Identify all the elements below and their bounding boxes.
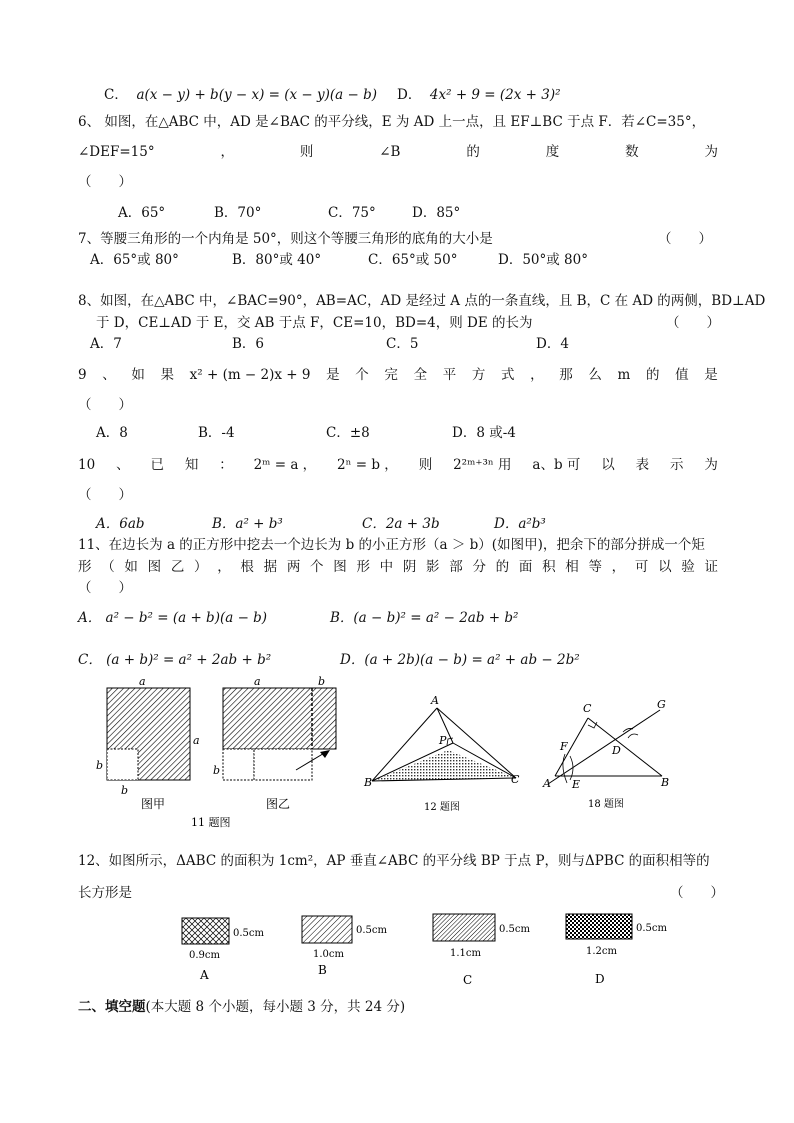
q11-line2-part: 如 [124, 559, 138, 575]
q11-line2-part: ， [217, 559, 231, 575]
rect-b-label: B [318, 963, 327, 977]
q9-bracket: （ ） [78, 397, 132, 413]
q11-line2-part: 影 [426, 559, 440, 575]
q9-line1-part: 的 [646, 367, 660, 383]
q11-line2-part: 阴 [402, 559, 417, 575]
q10-line1-part: 示 [670, 457, 684, 473]
q12-bracket: （ ） [670, 885, 724, 901]
rect-d-height: 0.5cm [636, 923, 667, 934]
q6-option-b: B．70° [214, 205, 262, 221]
q7-option-c: C．65°或 50° [368, 252, 458, 268]
yi-label-b-left: b [213, 764, 221, 777]
q11-line2-part: 个 [310, 559, 324, 575]
rect-option-b [302, 916, 388, 977]
q9-line1-part: 值 [675, 367, 689, 383]
yi-label-a: a [254, 675, 261, 688]
q9-line1-part: 完 [384, 367, 398, 383]
fig18-label-E: E [572, 778, 581, 791]
fig12-label-A: A [431, 694, 439, 707]
q11-line2-part: 中 [379, 559, 394, 575]
q10-line1-part: 知 [184, 457, 199, 473]
q11-line2-part: ， [611, 559, 626, 575]
q9-line1-part: 、 [102, 367, 116, 383]
rect-c-height: 0.5cm [499, 924, 530, 935]
q9-line1-part: 如 [131, 367, 145, 383]
fig12-label-P: P [439, 734, 447, 747]
q11-line2-part: 可 [634, 559, 649, 575]
q11-line2-part: 根 [240, 559, 254, 575]
q10-line1-part: 2ⁿ = b ， [337, 457, 398, 473]
jia-caption: 图甲 [141, 797, 166, 811]
q10-line1-part: 、 [116, 457, 130, 473]
q6-line2 [78, 143, 718, 161]
q7-bracket: （ ） [658, 231, 712, 247]
caption-11: 11 题图 [191, 816, 231, 829]
q9-line1 [78, 366, 718, 384]
q8-option-c: C．5 [386, 336, 419, 352]
q11-option-d: D．(a + 2b)(a − b) = a² + ab − 2b² [340, 652, 580, 668]
q8-option-d: D．4 [536, 336, 569, 352]
q11-line2-part: 的 [495, 559, 510, 575]
q10-option-d: D．a²b³ [494, 516, 546, 532]
q9-option-a: A．8 [96, 425, 128, 441]
q10-line1-part: 2ᵐ = a ， [253, 457, 317, 473]
q6-line2-part: 数 [625, 144, 639, 160]
rect-b-height: 0.5cm [356, 925, 387, 936]
rect-option-c [433, 914, 531, 987]
q9-line1-part: m [617, 367, 631, 383]
q10-line1-part: 以 [601, 457, 615, 473]
q8-option-b: B．6 [232, 336, 265, 352]
jia-label-a-top: a [139, 675, 146, 688]
q10-line1-part: a、b 可 [532, 457, 581, 473]
q6-line2-part: ∠DEF=15° [78, 144, 155, 160]
q8-option-a: A．7 [90, 336, 122, 352]
q12-rect-options [0, 906, 794, 986]
q6-option-a: A．65° [118, 205, 166, 221]
q10-bracket: （ ） [78, 487, 132, 503]
q5-option-c: C． a(x − y) + b(y − x) = (x − y)(a − b) [104, 87, 378, 103]
rect-d-width: 1.2cm [586, 946, 617, 957]
q10-option-b: B．a² + b³ [212, 516, 283, 532]
q11-line2-part: 据 [263, 559, 278, 575]
rect-b-width: 1.0cm [313, 949, 344, 960]
q10-line1-part: 为 [704, 457, 718, 473]
q11-line2-part: 图 [333, 559, 347, 575]
q7-text: 7、等腰三角形的一个内角是 50°，则这个等腰三角形的底角的大小是 [78, 231, 493, 247]
q11-line2-part: 形 [356, 559, 370, 575]
q7-option-b: B．80°或 40° [232, 252, 322, 268]
q6-line2-part: 则 [299, 144, 314, 160]
caption-12: 12 题图 [424, 802, 460, 813]
figure-18 [542, 698, 669, 810]
q10-line1-part: 表 [635, 457, 650, 473]
q12-line2: 长方形是 [78, 885, 132, 901]
caption-18: 18 题图 [588, 799, 624, 810]
q9-option-c: C．±8 [326, 425, 370, 441]
q9-line1-part: 9 [78, 367, 87, 383]
fig18-label-G: G [657, 698, 666, 711]
figures-row [0, 670, 794, 830]
q12-line1: 12、如图所示，ΔABC 的面积为 1cm²，AP 垂直∠ABC 的平分线 BP 于点 P，则与ΔPBC 的面积相等的 [78, 853, 710, 869]
q6-line2-part: 为 [704, 144, 718, 160]
q11-line2-part: 验 [681, 559, 695, 575]
rect-option-a [182, 918, 265, 982]
q7-option-d: D．50°或 80° [498, 252, 588, 268]
q11-line2-part: 积 [542, 559, 556, 575]
q9-line1-part: 果 [160, 367, 175, 383]
q11-line2-part: 图 [147, 559, 162, 575]
q9-line1-part: 是 [704, 367, 718, 383]
q6-option-c: C．75° [328, 205, 376, 221]
q11-bracket: （ ） [78, 580, 132, 596]
fig12-label-C: C [511, 773, 520, 786]
q11-option-c: C． (a + b)² = a² + 2ab + b² [78, 652, 272, 668]
q8-line2: 于 D，CE⊥AD 于 E，交 AB 于点 F，CE=10，BD=4，则 DE 的长为 [96, 315, 533, 331]
q6-bracket: （ ） [78, 174, 132, 190]
section2-title: 二、填空题 [78, 999, 146, 1015]
q11-line1: 11、在边长为 a 的正方形中挖去一个边长为 b 的小正方形（a ＞ b）(如图甲)，把余下的部分拼成一个矩 [78, 537, 705, 553]
fig18-label-A: A [543, 777, 551, 790]
q9-line1-part: 是 [326, 367, 340, 383]
q11-option-b: B．(a − b)² = a² − 2ab + b² [330, 610, 519, 626]
q6-line2-part: ∠B [379, 144, 401, 160]
q11-line2-part: 两 [286, 559, 301, 575]
rect-a-label: A [200, 968, 209, 982]
q9-line1-part: 个 [355, 367, 369, 383]
q11-line2 [78, 558, 718, 576]
q6-line2-part: ， [220, 144, 234, 160]
jia-label-b-bottom: b [121, 784, 129, 797]
q6-line2-part: 度 [545, 144, 560, 160]
q9-option-b: B．-4 [198, 425, 235, 441]
q11-line2-part: 以 [658, 559, 672, 575]
q10-option-a: A．6ab [96, 516, 145, 532]
fig18-label-D: D [612, 744, 621, 757]
q10-line1-part: ： [219, 457, 233, 473]
rect-option-d [566, 914, 668, 986]
q11-line2-part: 等 [588, 559, 602, 575]
section2-note: (本大题 8 个小题，每小题 3 分，共 24 分) [145, 999, 406, 1015]
q11-line2-part: 相 [565, 559, 579, 575]
figure-yi [213, 675, 336, 811]
q10-line1-part: 已 [150, 457, 164, 473]
q11-line2-part: 面 [518, 559, 533, 575]
q6-line2-part: 的 [466, 144, 480, 160]
q11-line2-part: 分 [472, 559, 486, 575]
figure-12 [363, 694, 520, 813]
fig12-label-B: B [364, 776, 373, 789]
jia-label-a-right: a [193, 734, 200, 747]
rect-c-label: C [463, 973, 473, 987]
q11-option-a: A． a² − b² = (a + b)(a − b) [78, 610, 268, 626]
q10-line1-part: 10 [78, 457, 96, 473]
fig18-label-C: C [583, 702, 592, 715]
q7-option-a: A．65°或 80° [90, 252, 179, 268]
q9-line1-part: 平 [442, 367, 457, 383]
q6-option-d: D．85° [412, 205, 461, 221]
q10-line1 [78, 456, 718, 474]
rect-d-label: D [595, 972, 605, 986]
q8-bracket: （ ） [666, 315, 720, 331]
q11-line2-part: 部 [449, 559, 463, 575]
section2-heading [78, 998, 405, 1016]
q11-line2-part: 乙 [170, 559, 185, 575]
q9-line1-part: 全 [413, 367, 428, 383]
q9-line1-part: x² + (m − 2)x + 9 [189, 367, 311, 383]
q9-line1-part: 么 [588, 367, 602, 383]
q5-option-d: D． 4x² + 9 = (2x + 3)² [397, 87, 561, 103]
jia-label-b-left: b [96, 759, 104, 772]
q10-line1-part: 则 [418, 457, 433, 473]
fig18-label-B: B [661, 776, 670, 789]
yi-label-b-top: b [318, 675, 326, 688]
q9-line1-part: ， [530, 367, 544, 383]
q9-line1-part: 式 [500, 367, 515, 383]
rect-c-width: 1.1cm [450, 948, 481, 959]
q9-line1-part: 那 [559, 367, 573, 383]
q11-line2-part: 证 [704, 559, 718, 575]
rect-a-height: 0.5cm [233, 928, 264, 939]
q11-line2-part: ） [194, 559, 208, 575]
fig18-label-F: F [560, 740, 568, 753]
q9-line1-part: 方 [471, 367, 486, 383]
q11-line2-part: （ [101, 559, 115, 575]
yi-caption: 图乙 [266, 797, 291, 811]
rect-a-width: 0.9cm [189, 950, 220, 961]
q8-line1: 8、如图，在△ABC 中，∠BAC=90°，AB=AC，AD 是经过 A 点的一条直线，且 B，C 在 AD 的两侧，BD⊥AD [78, 293, 766, 309]
figure-jia [96, 675, 200, 811]
q9-option-d: D．8 或-4 [452, 425, 516, 441]
q11-line2-part: 形 [78, 559, 92, 575]
q6-line1: 6、 如图，在△ABC 中，AD 是∠BAC 的平分线，E 为 AD 上一点，且 EF⊥BC 于点 F．若∠C=35°， [78, 114, 706, 130]
q10-option-c: C．2a + 3b [362, 516, 440, 532]
q10-line1-part: 2²ᵐ⁺³ⁿ 用 [453, 457, 512, 473]
